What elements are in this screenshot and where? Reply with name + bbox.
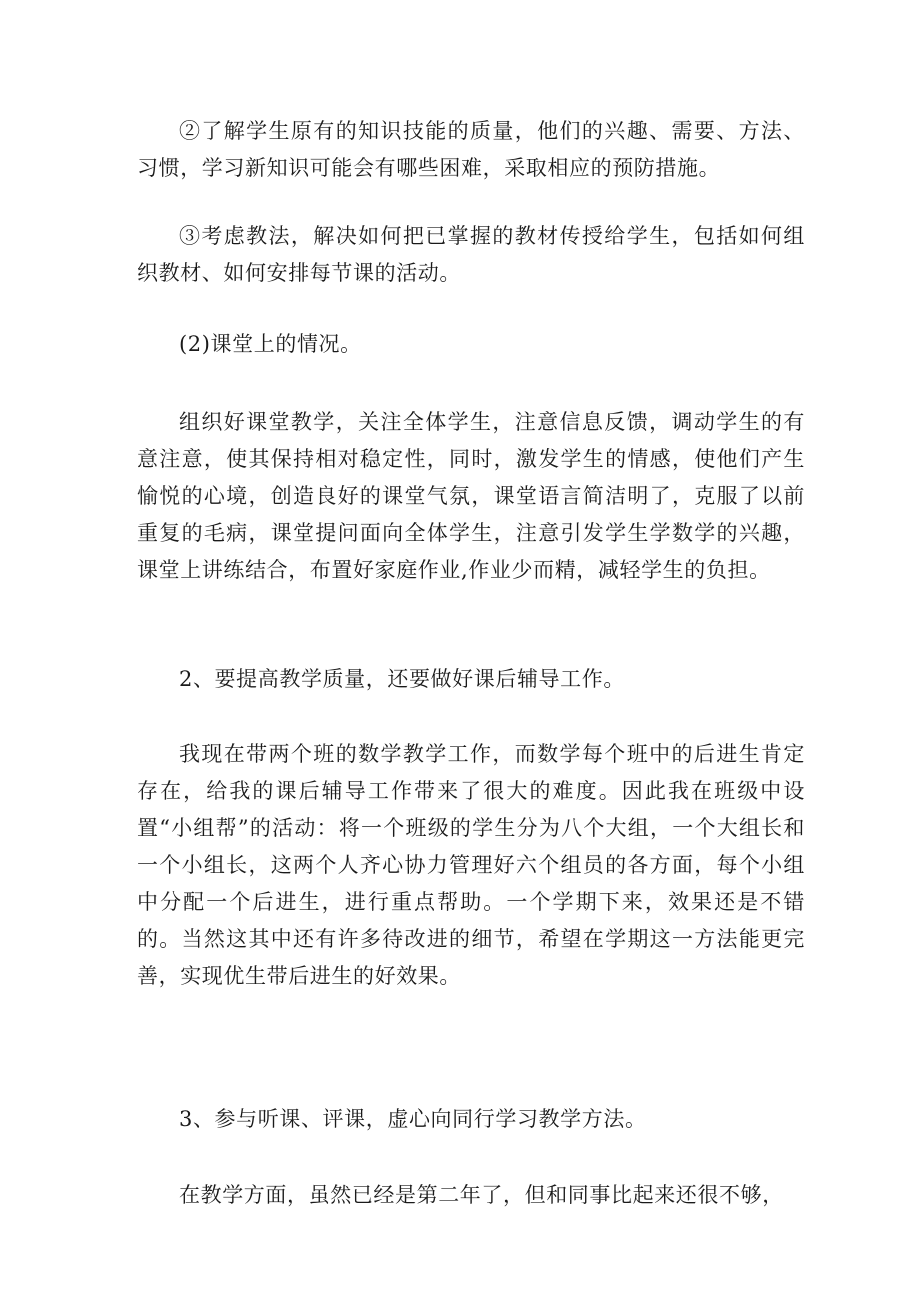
paragraph-classroom-heading: (2)课堂上的情况。 xyxy=(179,332,362,356)
paragraph-classroom-teaching: 组织好课堂教学，关注全体学生，注意信息反馈，调动学生的有意注意，使其保持相对稳定性，同时，激发学生的情感，使他们产生愉悦的心境，创造良好的课堂气氛，课堂语言简洁明了，克服了以前重复的毛病，课堂提问面向全体学生，注意引发学生学数学的兴趣，课堂上讲练结合，布置好家庭作业,作业少而精，减轻学生的负担。 xyxy=(137,410,805,582)
paragraph-lesson-observation-heading: 3、参与听课、评课，虚心向同行学习教学方法。 xyxy=(179,1107,647,1131)
paragraph-teaching-aspect: 在教学方面，虽然已经是第二年了，但和同事比起来还很不够， xyxy=(179,1183,784,1207)
paragraph-teaching-method: ③考虑教法，解决如何把已掌握的教材传授给学生，包括如何组织教材、如何安排每节课的活动。 xyxy=(137,224,805,285)
paragraph-understand-students: ②了解学生原有的知识技能的质量，他们的兴趣、需要、方法、习惯，学习新知识可能会有哪些困难，采取相应的预防措施。 xyxy=(137,119,805,180)
paragraph-tutoring-heading: 2、要提高教学质量，还要做好课后辅导工作。 xyxy=(179,667,625,691)
paragraph-tutoring-work: 我现在带两个班的数学教学工作，而数学每个班中的后进生肯定存在，给我的课后辅导工作带来了很大的难度。因此我在班级中设置“小组帮”的活动：将一个班级的学生分为八个大组，一个大组长和一个小组长，这两个人齐心协力管理好六个组员的各方面，每个小组中分配一个后进生，进行重点帮助。一个学期下来，效果还是不错的。当然这其中还有许多待改进的细节，希望在学期这一方法能更完善，实现优生带后进生的好效果。 xyxy=(137,742,805,988)
